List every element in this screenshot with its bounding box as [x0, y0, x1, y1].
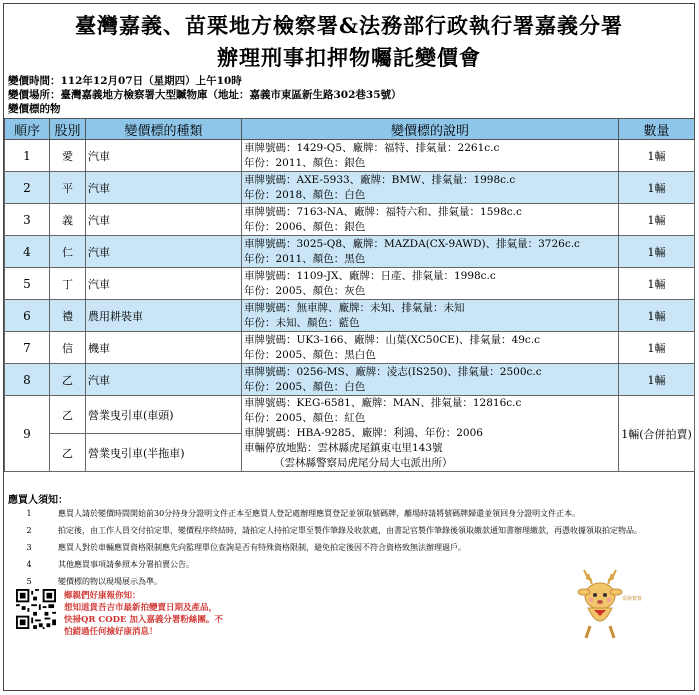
header-cell: 變價標的說明 [242, 119, 619, 140]
note-item [10, 505, 686, 522]
row-division: 乙 [50, 396, 86, 434]
note-number: 2 [26, 526, 32, 535]
table-row [5, 332, 695, 364]
desc-line: 車牌號碼：0256-MS、廠牌：凌志(IS250)、排氣量：2500c.c [244, 365, 542, 378]
promo-line: 想知道貴吾吉市最新拍變賣日期及產品， [64, 603, 218, 613]
promo-line: 怕錯過任何撿好康消息！ [64, 627, 158, 637]
promo-text [64, 590, 223, 638]
note-text: 其他應買事項請參照本分署拍賣公告。 [58, 560, 194, 569]
note-number: 5 [26, 577, 32, 586]
row-type: 機車 [86, 332, 242, 364]
row-division: 義 [50, 204, 86, 236]
table-row [5, 268, 695, 300]
desc-line: 年份：2011、顏色：黑色 [244, 252, 366, 265]
desc-line: 年份：2005、顏色：紅色 [244, 412, 366, 424]
desc-line: 車牌號碼：1429-Q5、廠牌：福特、排氣量：2261c.c [244, 141, 500, 154]
row-number: 5 [5, 268, 50, 300]
note-text: 應買人請於變價時間開始前30分持身分證明文件正本至應買人登記處辦理應買登記並領取號碼牌，離場時請將號碼牌歸還並領回身分證明文件正本。 [58, 509, 581, 518]
note-number: 1 [26, 509, 32, 518]
row-number: 9 [5, 396, 50, 472]
desc-line: 年份：2006、顏色：銀色 [244, 220, 366, 233]
row-division: 丁 [50, 268, 86, 300]
header-cell: 順序 [5, 119, 50, 140]
row-description [242, 396, 619, 472]
row-division: 禮 [50, 300, 86, 332]
row-description [242, 172, 619, 204]
mascot-caption: 嘉檢寶寶 [621, 596, 643, 602]
promo-line: 快掃QR CODE 加入嘉義分署粉絲團。不 [64, 615, 223, 625]
row-type: 營業曳引車(半拖車) [86, 434, 242, 472]
row-description [242, 300, 619, 332]
row-number: 8 [5, 364, 50, 396]
table-header-row [5, 119, 695, 140]
row-description [242, 204, 619, 236]
notes-title: 應買人須知： [8, 495, 68, 506]
desc-line: （雲林縣警察局虎尾分局大屯派出所） [274, 457, 453, 469]
desc-line: 年份：2005、顏色：黑白色 [244, 348, 376, 361]
deer-mascot-icon [566, 566, 646, 646]
desc-line: 年份：未知、顏色：藍色 [244, 316, 360, 329]
row-quantity: 1輛 [619, 268, 695, 300]
row-description [242, 364, 619, 396]
page-subtitle: 辦理刑事扣押物囑託變價會 [217, 45, 481, 70]
note-text: 變價標的物以現場展示為準。 [58, 577, 162, 586]
row-quantity: 1輛 [619, 172, 695, 204]
note-item [10, 522, 686, 539]
row-division: 信 [50, 332, 86, 364]
row-type: 汽車 [86, 172, 242, 204]
row-division: 仁 [50, 236, 86, 268]
note-number: 3 [26, 543, 32, 552]
row-number: 4 [5, 236, 50, 268]
note-number: 4 [26, 560, 32, 569]
auction-place: 變價場所：臺灣嘉義地方檢察署大型贓物庫（地址：嘉義市東區新生路302巷35號） [8, 89, 402, 101]
row-description [242, 140, 619, 172]
desc-line: 年份：2005、顏色：白色 [244, 380, 366, 393]
header-cell: 股別 [50, 119, 86, 140]
desc-line: 車牌號碼：1109-JX、廠牌：日產、排氣量：1998c.c [244, 269, 496, 282]
table-row [5, 396, 695, 434]
desc-line: 車牌號碼：3025-Q8、廠牌：MAZDA(CX-9AWD)、排氣量：3726c.c [244, 237, 580, 250]
desc-line: 車牌號碼：HBA-9285、廠牌：利鴻、年份：2006 [244, 427, 483, 439]
row-type: 汽車 [86, 364, 242, 396]
table-row [5, 300, 695, 332]
table-row [5, 364, 695, 396]
auction-time: 變價時間：112年12月07日（星期四）上午10時 [8, 75, 242, 87]
items-table [4, 118, 695, 472]
row-type: 汽車 [86, 236, 242, 268]
header-cell: 變價標的種類 [86, 119, 242, 140]
table-row [5, 236, 695, 268]
desc-line: 年份：2011、顏色：銀色 [244, 156, 366, 169]
row-quantity: 1輛 [619, 236, 695, 268]
row-division: 平 [50, 172, 86, 204]
table-row [5, 204, 695, 236]
row-type: 汽車 [86, 268, 242, 300]
promo-line: 鄉親們好康報你知： [64, 591, 141, 601]
row-description [242, 332, 619, 364]
row-quantity: 1輛 [619, 332, 695, 364]
desc-line: 年份：2005、顏色：灰色 [244, 284, 366, 297]
table-row [5, 172, 695, 204]
row-number: 6 [5, 300, 50, 332]
row-quantity: 1輛 [619, 140, 695, 172]
table-row [5, 140, 695, 172]
row-type: 汽車 [86, 204, 242, 236]
qr-code-icon[interactable] [16, 589, 56, 629]
row-number: 7 [5, 332, 50, 364]
note-text: 應買人對於車輛應買資格限制應先向監理單位查詢是否有特殊資格限制，避免拍定後因不符合資格致無法辦理過戶。 [58, 543, 466, 552]
row-description [242, 268, 619, 300]
note-text: 拍定後，由工作人員交付拍定單，變價程序終結時，請拍定人持拍定單至製作筆錄及收款處，由書記官製作筆錄後領取繳款通知書辦理繳款，再憑收據領取拍定物品。 [58, 526, 642, 535]
row-quantity: 1輛 [619, 204, 695, 236]
desc-line: 車牌號碼：UK3-166、廠牌：山葉(XC50CE)、排氣量：49c.c [244, 333, 540, 346]
row-division: 乙 [50, 434, 86, 472]
desc-line: 車輛停放地點：雲林縣虎尾鎮東屯里143號 [244, 442, 443, 454]
row-quantity: 1輛 [619, 300, 695, 332]
note-item [10, 539, 686, 556]
row-type: 營業曳引車(車頭) [86, 396, 242, 434]
row-division: 愛 [50, 140, 86, 172]
desc-line: 車牌號碼：AXE-5933、廠牌：BMW、排氣量：1998c.c [244, 173, 516, 186]
row-number: 3 [5, 204, 50, 236]
row-type: 農用耕裝車 [86, 300, 242, 332]
row-division: 乙 [50, 364, 86, 396]
desc-line: 車牌號碼：KEG-6581、廠牌：MAN、排氣量：12816c.c [244, 397, 522, 409]
row-quantity: 1輛 [619, 364, 695, 396]
notice-page [3, 3, 695, 691]
desc-line: 車牌號碼：7163-NA、廠牌：福特六和、排氣量：1598c.c [244, 205, 522, 218]
row-number: 2 [5, 172, 50, 204]
items-label: 變價標的物 [8, 103, 61, 115]
row-type: 汽車 [86, 140, 242, 172]
desc-line: 車牌號碼：無車牌、廠牌：未知、排氣量：未知 [244, 301, 465, 314]
row-number: 1 [5, 140, 50, 172]
page-title: 臺灣嘉義、苗栗地方檢察署&法務部行政執行署嘉義分署 [75, 13, 623, 38]
row-description [242, 236, 619, 268]
row-quantity: 1輛(合併拍賣) [619, 396, 695, 472]
desc-line: 年份：2018、顏色：白色 [244, 188, 366, 201]
header-cell: 數量 [619, 119, 695, 140]
